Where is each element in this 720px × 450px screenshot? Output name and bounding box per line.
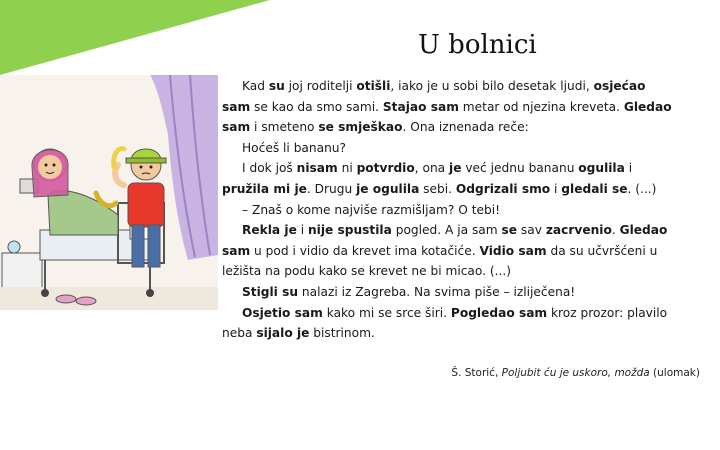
text-line [222, 179, 700, 200]
text-segment: i [296, 223, 308, 238]
bold-verb: Rekla je [242, 223, 297, 238]
bold-verb: pružila mi je [222, 181, 307, 196]
text-line [222, 220, 700, 241]
text-line [222, 76, 700, 97]
text-segment: I dok još [242, 161, 297, 176]
text-line [222, 138, 700, 159]
text-line [222, 158, 700, 179]
bold-verb: Stigli su [242, 284, 299, 299]
text-segment: Kad [242, 79, 269, 93]
text-segment: se kao da smo sami. [250, 99, 383, 114]
bold-verb: je [449, 161, 462, 176]
bold-verb: zacrvenio [545, 223, 612, 238]
text-segment: . Drugu [306, 181, 357, 196]
bold-verb: otišli [356, 79, 391, 93]
text-segment: da su učvršćeni u [546, 243, 658, 258]
page-title: U bolnici [418, 30, 537, 60]
bold-verb: ogulila [578, 161, 625, 176]
bold-verb: Osjetio sam [242, 305, 323, 320]
bold-verb: se smješkao [318, 120, 403, 135]
text-segment: pogled. A ja sam [391, 223, 502, 238]
text-segment: neba [222, 326, 257, 341]
text-segment: , ona [414, 161, 450, 176]
bold-verb: nisam [296, 161, 338, 176]
citation [451, 367, 700, 379]
text-line [222, 282, 700, 303]
bold-verb: se [501, 223, 518, 238]
bold-verb: Gledao [619, 223, 668, 238]
text-segment: metar od njezina kreveta. [458, 99, 624, 114]
bold-verb: sam [222, 243, 251, 258]
text-segment: sav [517, 223, 546, 238]
text-line [222, 323, 700, 344]
bold-verb: sam [222, 99, 251, 114]
bold-verb: je ogulila [356, 181, 420, 196]
bold-verb: su [268, 79, 285, 93]
citation-work: Poljubit ću je uskoro, možda [501, 367, 650, 379]
text-line [222, 241, 700, 262]
text-segment: već jednu bananu [461, 161, 579, 176]
text-segment: i [624, 161, 633, 176]
bold-verb: gledali se [561, 181, 628, 196]
bold-verb: osjećao [593, 79, 646, 93]
text-segment: joj roditelji [284, 79, 357, 93]
bold-verb: Odgrizali smo [455, 181, 551, 196]
text-segment: Hoćeš li bananu? [242, 140, 347, 155]
text-segment: ležišta na podu kako se krevet ne bi micao. (...) [222, 264, 512, 279]
hospital-illustration [0, 75, 218, 310]
bold-verb: Vidio sam [479, 243, 547, 258]
bold-verb: nije spustila [307, 223, 392, 238]
bold-verb: sijalo je [256, 326, 310, 341]
text-segment: nalazi iz Zagreba. Na svima piše – izliječena! [298, 284, 576, 299]
text-segment: . Ona iznenada reče: [402, 120, 529, 135]
bold-verb: Gledao [623, 99, 672, 114]
text-segment: – Znaš o kome najviše razmišljam? O tebi! [242, 202, 500, 217]
text-segment: kako mi se srce širi. [322, 305, 451, 320]
green-corner-decoration [0, 0, 270, 75]
text-segment: u pod i vidio da krevet ima kotačiće. [250, 243, 480, 258]
bold-verb: potvrdio [356, 161, 415, 176]
citation-note: (ulomak) [649, 367, 700, 379]
citation-author: Š. Storić, [451, 367, 502, 379]
text-line [222, 200, 700, 221]
text-line [222, 97, 700, 118]
story-text [222, 76, 700, 344]
text-segment: i [550, 181, 562, 196]
text-segment: kroz prozor: plavilo [547, 305, 668, 320]
text-segment: i smeteno [250, 120, 319, 135]
text-line [222, 303, 700, 324]
bold-verb: sam [222, 120, 251, 135]
bold-verb: Stajao sam [382, 99, 459, 114]
text-line [222, 117, 700, 138]
text-segment: , iako je u sobi bilo desetak ljudi, [390, 79, 594, 93]
text-segment: . (...) [627, 181, 657, 196]
text-line [222, 261, 700, 282]
text-segment: . [611, 223, 620, 238]
bold-verb: Pogledao sam [450, 305, 548, 320]
text-segment: ni [337, 161, 357, 176]
text-segment: sebi. [419, 181, 456, 196]
text-segment: bistrinom. [309, 326, 375, 341]
